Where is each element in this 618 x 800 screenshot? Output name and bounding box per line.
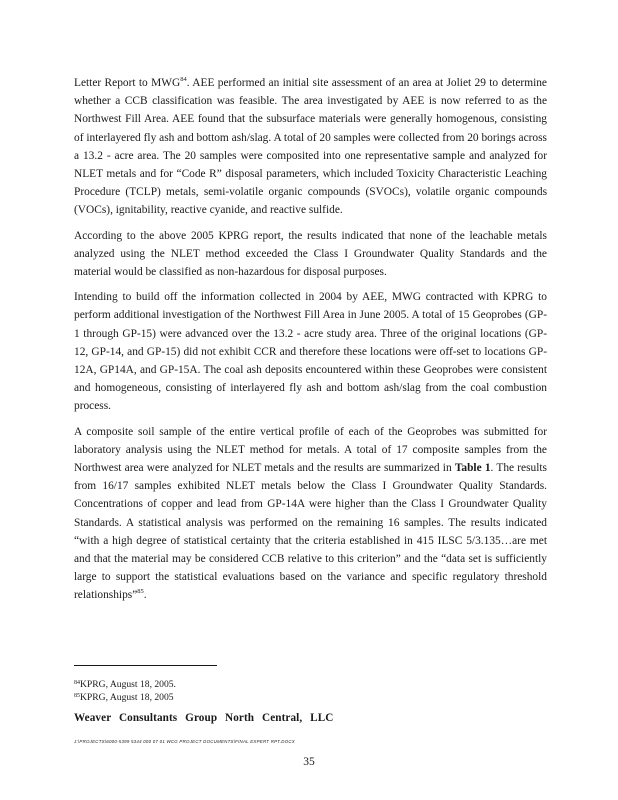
body-text [74,74,547,612]
paragraph-text: A composite soil sample of the entire vertical profile of each of the Geoprobes was submitted for laboratory analysis using the NLET method for metals. A total of 17 composite samples from the Northwest area were analyzed for NLET metals and the results are summarized in [74,425,547,475]
paragraph-text: Intending to build off the information collected in 2004 by AEE, MWG contracted with KPRG to perform additional investigation of the Northwest Fill Area in June 2005. A total of 15 Geoprobes (GP-1 through GP-15) were advanced over the 13.2 - acre study area. Three of the original locations (GP-12, GP-14, and GP-15) did not exhibit CCR and therefore these locations were off-set to locations GP-12A, GP14A, and GP-15A. The coal ash deposits encountered within these Geoprobes were consistent and homogeneous, consisting of interlayered fly ash and bottom ash/slag from the coal combustion process. [74,291,547,413]
footnote-number: 85 [74,693,80,699]
footnote-number: 84 [74,680,80,686]
paragraph-lead: Letter Report to MWG [74,77,181,89]
footnote-ref-84[interactable]: 84 [180,76,187,83]
footnote-text: KPRG, August 18, 2005. [80,679,176,690]
table-reference[interactable]: Table 1 [454,462,491,475]
footnote-85 [74,691,176,704]
footnotes [74,678,176,704]
page-number: 35 [303,756,315,768]
paragraph-end: . [143,589,147,602]
footnote-ref-85[interactable]: 85 [137,588,144,596]
footnote-text: KPRG, August 18, 2005 [80,692,174,703]
paragraph-text: . The results from 16/17 samples exhibited NLET metals below the Class I Groundwater Quality Standards. Concentrations of copper and lead from GP-14A were higher than the Class I Groundwater Quality Standards. A statistical analysis was performed on the remaining 16 samples. The results indicated “with a high degree of statistical certainty that the criteria established in 415 ILSC 5/3.135…are met and that the material may be considered CCB relative to this criterion” and the “data set is sufficiently large to support the statistical evaluations based on the variance and specific regulatory threshold relationships” [74,462,547,602]
file-path: J:\PROJECTS\6000-5399 5344 000 07 01 WCG PROJECT DOCUMENTS\FINAL EXPERT RPT.DOCX [74,739,295,744]
paragraph-additional-investigation [74,288,547,415]
paragraph-text: According to the above 2005 KPRG report, the results indicated that none of the leachable metals analyzed using the NLET method exceeded the Class I Groundwater Quality Standards and the material would be classified as non-hazardous for disposal purposes. [74,229,547,279]
company-name: Weaver Consultants Group North Central, LLC [74,712,334,724]
paragraph-composite-analysis [74,423,547,605]
paragraph-text: . AEE performed an initial site assessment of an area at Joliet 29 to determine whether a CCB classification was feasible. The area investigated by AEE is now referred to as the Northwest Fill Area. AEE found that the subsurface materials were generally homogenous, consisting of interlayered fly ash and bottom ash/slag. A total of 20 samples were collected from 20 borings across a 13.2 - acre area. The 20 samples were composited into one representative sample and analyzed for NLET metals and for “Code R” disposal parameters, which included Toxicity Characteristic Leaching Procedure (TCLP) metals, semi-volatile organic compounds (SVOCs), volatile organic compounds (VOCs), ignitability, reactive cyanide, and reactive sulfide. [74,77,547,217]
paragraph-kprg-results [74,227,547,282]
footnote-84 [74,678,176,691]
paragraph-aee-assessment [74,74,547,220]
footnote-divider [74,665,217,666]
